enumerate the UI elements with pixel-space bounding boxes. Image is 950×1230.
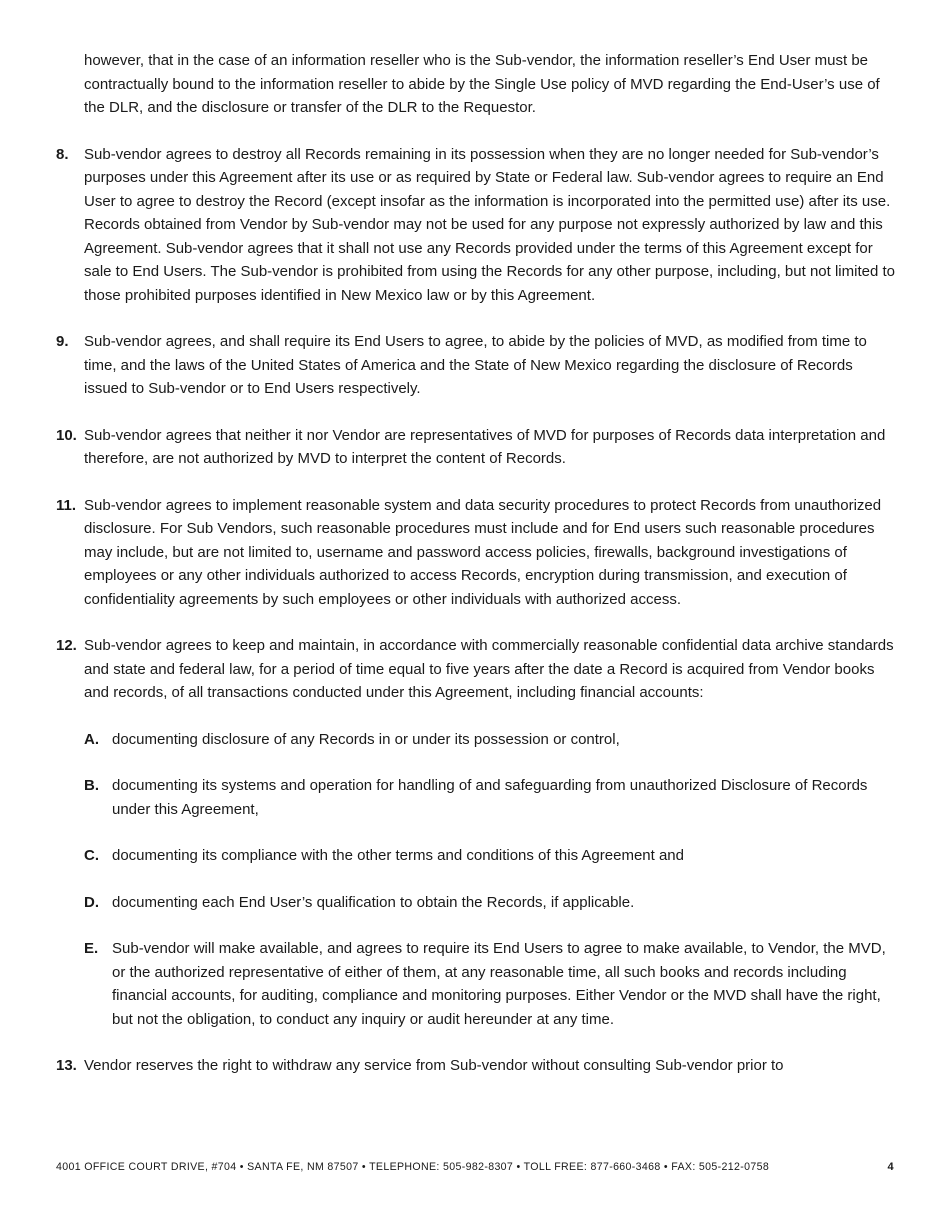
clause-10 [56, 424, 898, 471]
clause-number: 13. [56, 1057, 77, 1074]
footer-address: 4001 OFFICE COURT DRIVE, #704 • SANTA FE, NM 87507 • TELEPHONE: 505-982-8307 • TOLL FREE: 877-660-3468 • FAX: 505-212-0758 [56, 1161, 770, 1173]
clause-12 [56, 634, 898, 705]
clause-8 [56, 143, 898, 308]
subclause-letter: B. [84, 777, 99, 794]
subclause-letter: C. [84, 847, 99, 864]
subclause-letter: D. [84, 893, 99, 911]
clause-text: Sub-vendor agrees, and shall require its End Users to agree, to abide by the policies of MVD, as modified from time to time, and the laws of the United States of America and the State of New Mexico regarding the disclosure of Records issued to Sub-vendor or to End Users respectively. [84, 333, 867, 397]
page-number: 4 [887, 1161, 894, 1173]
page-footer [56, 1161, 898, 1173]
subclause-a [84, 728, 898, 752]
clause-text: Sub-vendor agrees to keep and maintain, in accordance with commercially reasonable confidential data archive standards and state and federal law, for a period of time equal to five years after the date a Record is acquired from Vendor books and records, of all transactions conducted under this Agreement, including financial accounts: [84, 637, 894, 701]
subclause-c [84, 844, 898, 868]
clause-13 [56, 1054, 898, 1078]
clause-12-subitems [84, 728, 898, 1032]
subclause-letter: A. [84, 730, 99, 748]
clause-text: Vendor reserves the right to withdraw any service from Sub-vendor without consulting Sub-vendor prior to [84, 1057, 784, 1074]
clause-number: 12. [56, 637, 77, 654]
clause-number: 10. [56, 426, 77, 444]
subclause-d [84, 891, 898, 915]
subclause-letter: E. [84, 940, 99, 957]
clause-text: Sub-vendor agrees that neither it nor Vendor are representatives of MVD for purposes of Records data interpretation and therefore, are not authorized by MVD to interpret the content of Records. [84, 426, 886, 467]
clause-number: 11. [56, 496, 77, 514]
subclause-text: documenting its compliance with the other terms and conditions of this Agreement and [112, 847, 684, 864]
subclause-text: Sub-vendor will make available, and agrees to require its End Users to agree to make available, to Vendor, the MVD, or the authorized representative of either of them, at any reasonable time, all such books and records including financial accounts, for auditing, compliance and monitoring purposes. Either Vendor or the MVD shall have the right, but not the obligation, to conduct any inquiry or audit hereunder at any time. [112, 940, 886, 1028]
clause-number: 9. [56, 333, 69, 350]
clause-text: Sub-vendor agrees to implement reasonable system and data security procedures to protect Records from unauthorized disclosure. For Sub Vendors, such reasonable procedures must include and for End users such reasonable procedures may include, but are not limited to, username and password access policies, firewalls, background investigations of employees or any other individuals authorized to access Records, encryption during transmission, and execution of confidentiality agreements by such employees or other individuals with authorized access. [84, 496, 882, 608]
clause-9 [56, 330, 898, 401]
subclause-text: documenting each End User’s qualification to obtain the Records, if applicable. [112, 893, 635, 911]
subclause-e [84, 937, 898, 1031]
clause-11 [56, 494, 898, 612]
clause-text: Sub-vendor agrees to destroy all Records remaining in its possession when they are no longer needed for Sub-vendor’s purposes under this Agreement after its use or as required by State or Federal law. Sub-vendor agrees to require an End User to agree to destroy the Record (except insofar as the information is incorporated into the permitted use) after its use. Records obtained from Vendor by Sub-vendor may not be used for any purpose not expressly authorized by law and this Agreement. Sub-vendor agrees that it shall not use any Records provided under the terms of this Agreement except for sale to End Users. The Sub-vendor is prohibited from using the Records for any other purpose, including, but not limited to those prohibited purposes identified in New Mexico law or by this Agreement. [84, 145, 895, 304]
continued-paragraph: however, that in the case of an information reseller who is the Sub-vendor, the information reseller’s End User must be contractually bound to the information reseller to abide by the Single Use policy of MVD regarding the End-User’s use of the DLR, and the disclosure or transfer of the DLR to the Requestor. [84, 52, 880, 116]
document-body [56, 49, 898, 1101]
subclause-text: documenting its systems and operation for handling of and safeguarding from unauthorized Disclosure of Records under this Agreement, [112, 777, 868, 818]
subclause-text: documenting disclosure of any Records in or under its possession or control, [112, 730, 620, 748]
subclause-b [84, 774, 898, 821]
clause-number: 8. [56, 145, 69, 163]
